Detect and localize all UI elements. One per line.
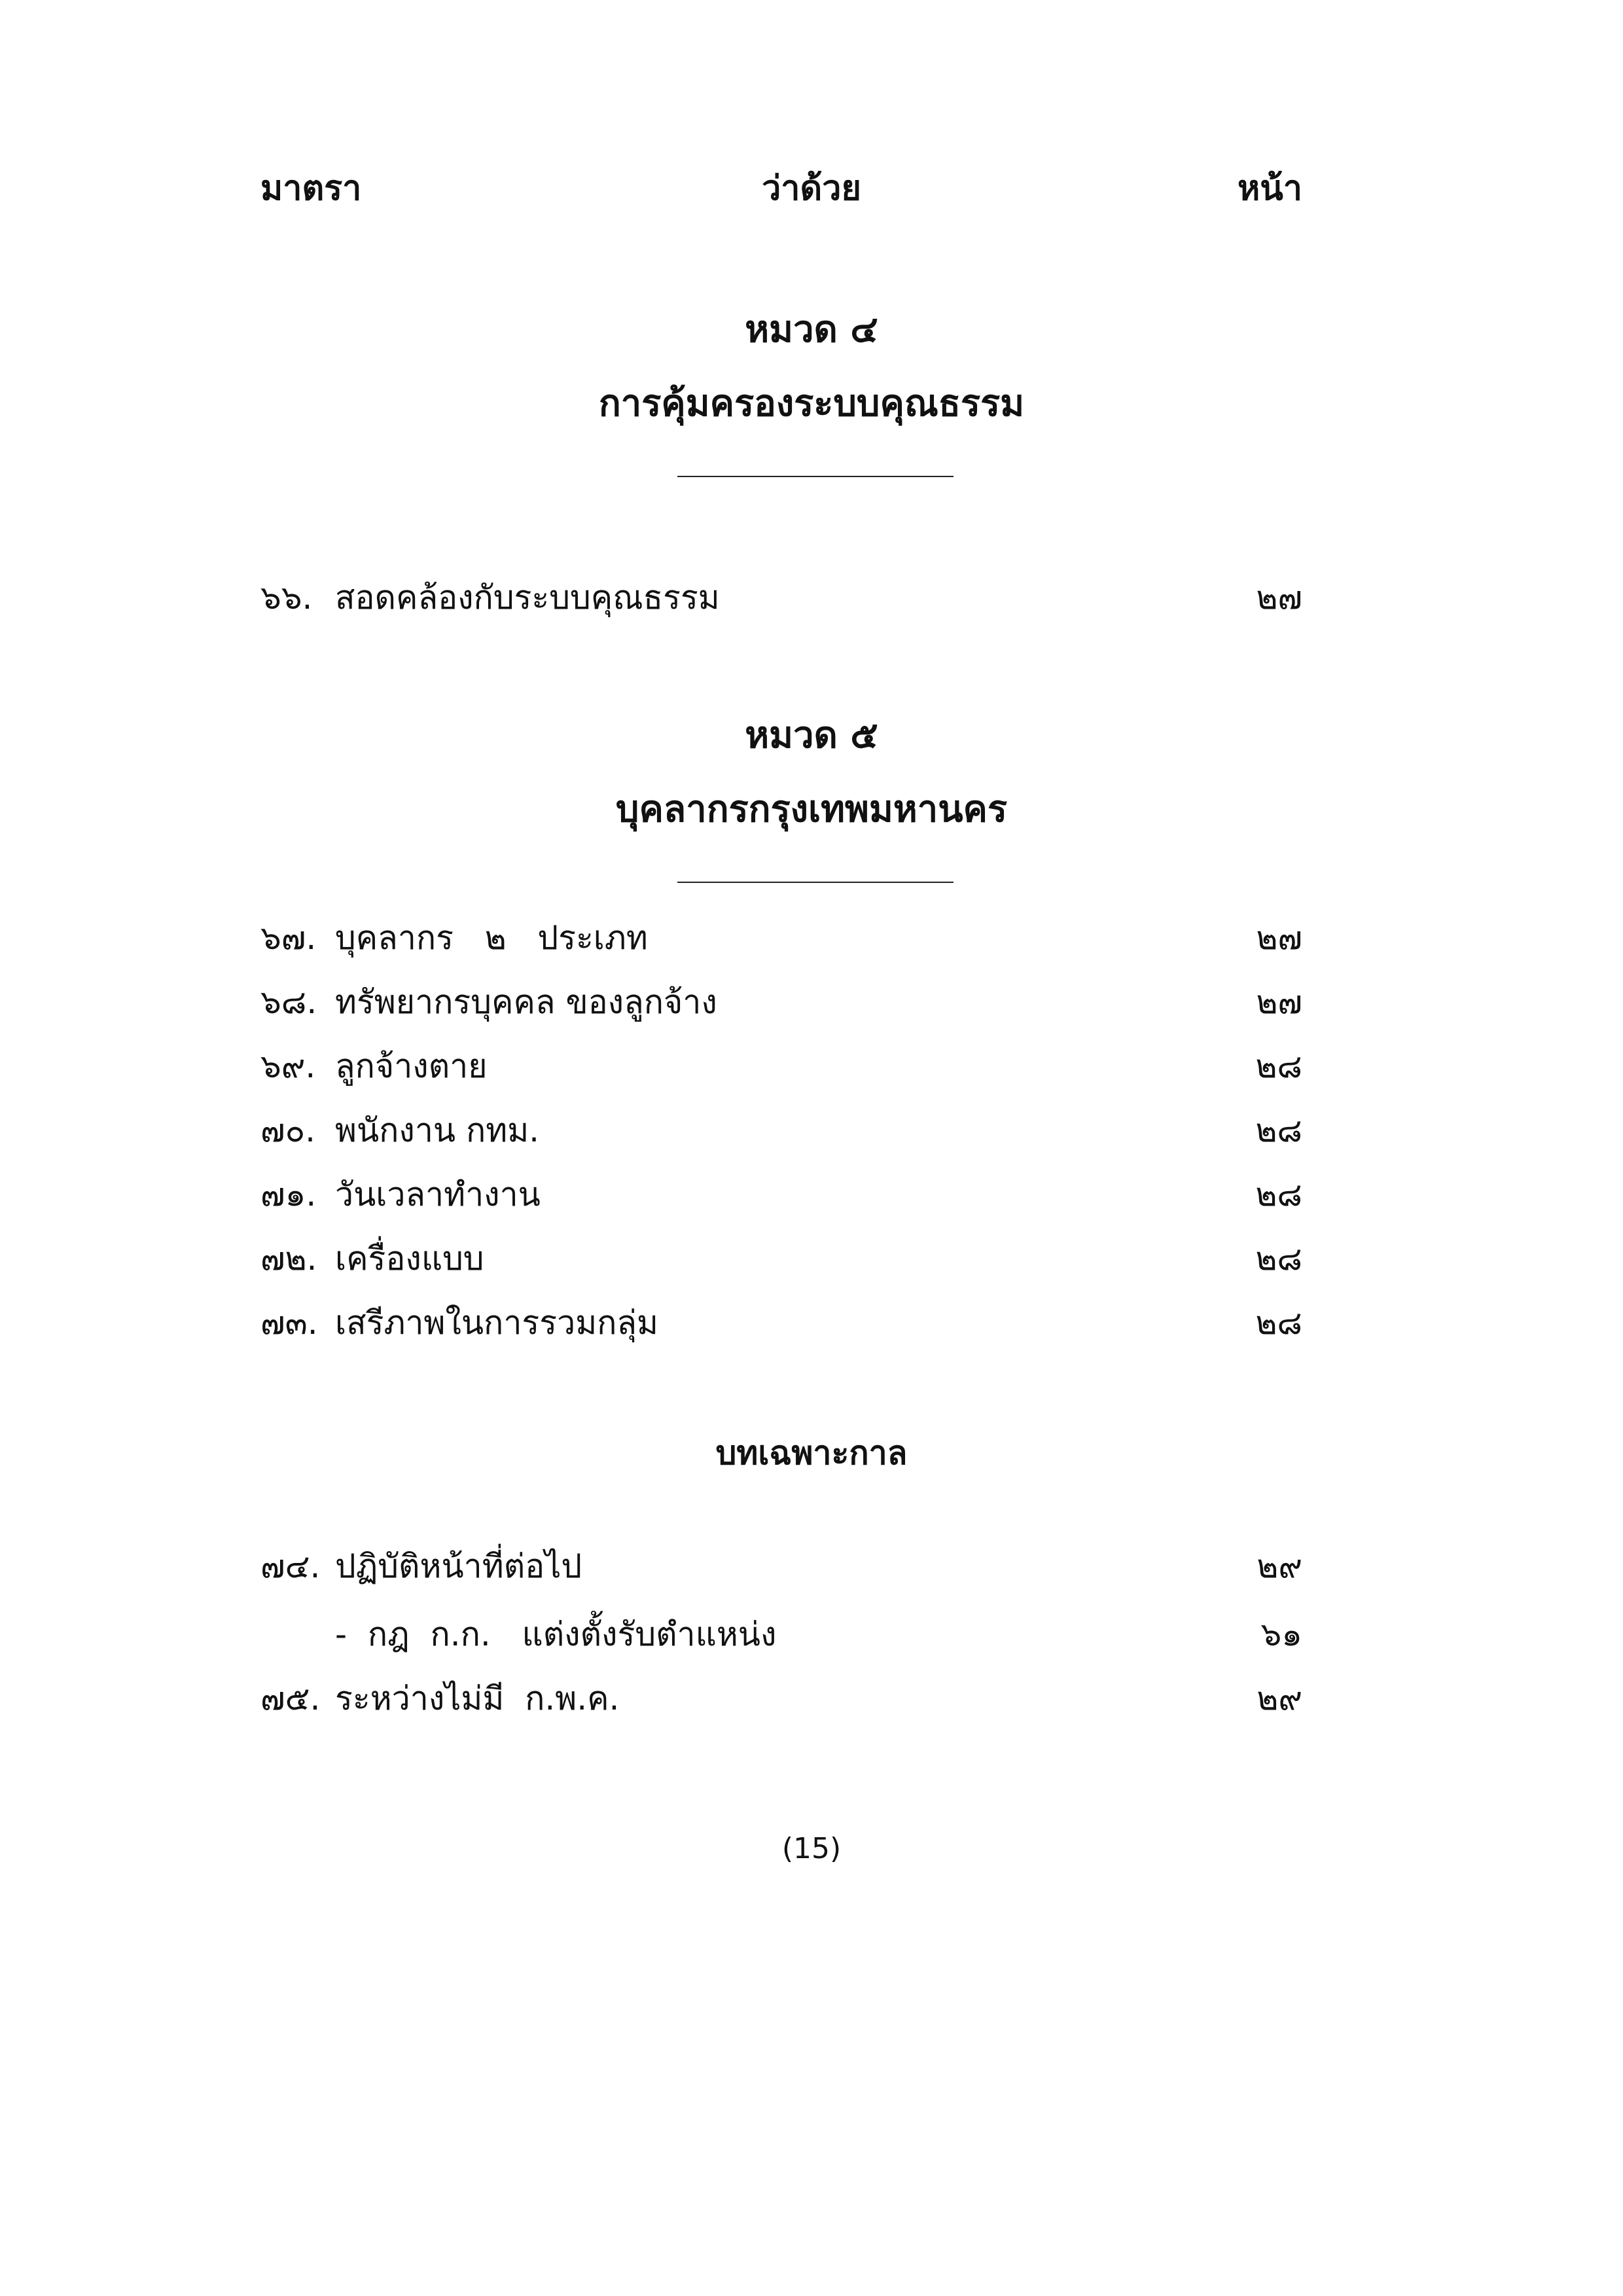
section-number: ๖๘. bbox=[260, 983, 317, 1021]
toc-entry bbox=[0, 1165, 1623, 1224]
toc-entry bbox=[0, 1229, 1623, 1288]
transitional-heading: บทเฉพาะกาล bbox=[715, 1434, 908, 1472]
toc-entry bbox=[0, 1537, 1623, 1596]
chapter-4-title: การคุ้มครองระบบคุณธรรม bbox=[598, 382, 1025, 425]
section-title: ลูกจ้างตาย bbox=[335, 1047, 488, 1085]
toc-entry bbox=[0, 973, 1623, 1031]
column-header-section: มาตรา bbox=[260, 169, 362, 208]
page-number: ๒๘ bbox=[1255, 1111, 1302, 1149]
section-title: พนักงาน กทม. bbox=[335, 1111, 540, 1149]
section-number: ๗๔. bbox=[260, 1547, 321, 1585]
section-number: ๖๙. bbox=[260, 1047, 316, 1085]
chapter-5-heading: หมวด ๕ bbox=[745, 714, 878, 757]
page-number: ๒๙ bbox=[1257, 1679, 1302, 1717]
page-number: ๒๘ bbox=[1255, 1047, 1302, 1085]
chapter-5-divider bbox=[677, 882, 954, 883]
page-number: ๒๙ bbox=[1257, 1547, 1302, 1585]
toc-entry bbox=[0, 1101, 1623, 1160]
chapter-4-heading: หมวด ๔ bbox=[745, 308, 878, 351]
section-title: ระหว่างไม่มี ก.พ.ค. bbox=[335, 1679, 620, 1717]
section-title: วันเวลาทำงาน bbox=[335, 1175, 541, 1213]
page-number: ๖๑ bbox=[1260, 1615, 1302, 1653]
page-number: ๒๗ bbox=[1256, 983, 1302, 1021]
sub-entry-title: - กฎ ก.ก. แต่งตั้งรับตำแหน่ง bbox=[335, 1615, 777, 1653]
section-title: เสรีภาพในการรวมกลุ่ม bbox=[335, 1304, 659, 1342]
toc-entry bbox=[0, 568, 1623, 627]
toc-entry bbox=[0, 908, 1623, 967]
chapter-4-divider bbox=[677, 476, 954, 477]
column-header-page: หน้า bbox=[1237, 169, 1302, 208]
page-number: ๒๘ bbox=[1255, 1240, 1302, 1278]
page-footer-number: (15) bbox=[781, 1832, 842, 1865]
page-number: ๒๗ bbox=[1256, 579, 1302, 617]
section-number: ๗๕. bbox=[260, 1679, 321, 1717]
column-header-subject: ว่าด้วย bbox=[762, 169, 861, 208]
page-number: ๒๗ bbox=[1256, 919, 1302, 957]
chapter-5-title: บุคลากรกรุงเทพมหานคร bbox=[615, 788, 1008, 831]
section-title: ปฏิบัติหน้าที่ต่อไป bbox=[335, 1547, 582, 1585]
section-title: สอดคล้องกับระบบคุณธรรม bbox=[335, 579, 720, 617]
toc-sub-entry bbox=[0, 1605, 1623, 1664]
toc-entry bbox=[0, 1669, 1623, 1728]
page-number: ๒๘ bbox=[1255, 1304, 1302, 1342]
section-title: ทรัพยากรบุคคล ของลูกจ้าง bbox=[335, 983, 717, 1021]
section-number: ๗๑. bbox=[260, 1175, 317, 1213]
toc-entry bbox=[0, 1037, 1623, 1096]
section-number: ๖๖. bbox=[260, 579, 313, 617]
toc-entry bbox=[0, 1293, 1623, 1352]
section-title: เครื่องแบบ bbox=[335, 1240, 484, 1278]
section-number: ๗๓. bbox=[260, 1304, 318, 1342]
section-title: บุคลากร ๒ ประเภท bbox=[335, 919, 648, 957]
section-number: ๖๗. bbox=[260, 919, 317, 957]
section-number: ๗๐. bbox=[260, 1111, 316, 1149]
section-number: ๗๒. bbox=[260, 1240, 317, 1278]
page-number: ๒๘ bbox=[1255, 1175, 1302, 1213]
